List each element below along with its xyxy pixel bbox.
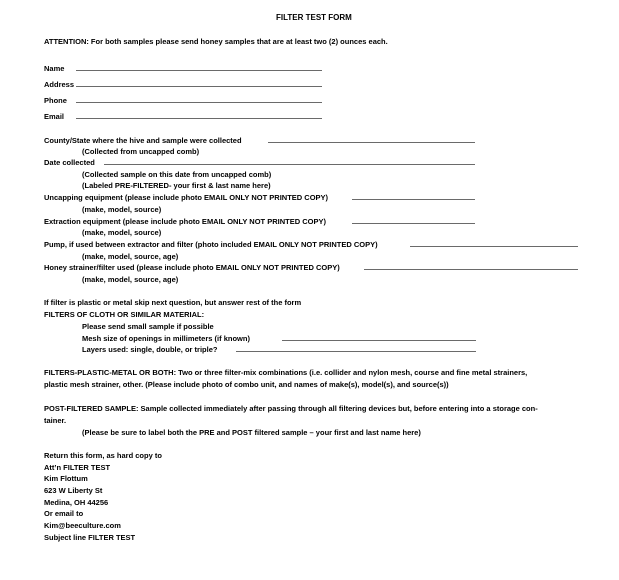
post-line-3: (Please be sure to label both the PRE and POST filtered sample – your first and last name here) — [82, 428, 421, 437]
extraction-field[interactable] — [352, 223, 475, 224]
mesh-size-field[interactable] — [282, 340, 476, 341]
strainer-label: Honey strainer/filter used (please include photo EMAIL ONLY NOT PRINTED COPY) — [44, 263, 340, 272]
county-note: (Collected from uncapped comb) — [82, 147, 200, 156]
return-line-8: Subject line FILTER TEST — [44, 533, 136, 542]
post-line-1: POST-FILTERED SAMPLE: Sample collected immediately after passing through all filtering devices but, before entering into a storage con- — [44, 404, 538, 413]
combo-line-2: plastic mesh strainer, other. (Please include photo of combo unit, and names of make(s), model(s), and source(s)) — [44, 380, 449, 389]
strainer-field[interactable] — [364, 269, 578, 270]
return-line-3: Kim Flottum — [44, 474, 88, 483]
pump-note: (make, model, source, age) — [82, 252, 179, 261]
form-title: FILTER TEST FORM — [276, 13, 352, 22]
address-field[interactable] — [76, 86, 322, 87]
phone-field[interactable] — [76, 102, 322, 103]
cloth-item-mesh: Mesh size of openings in millimeters (if known) — [82, 334, 250, 343]
cloth-heading: FILTERS OF CLOTH OR SIMILAR MATERIAL: — [44, 310, 205, 319]
return-line-2: Att’n FILTER TEST — [44, 463, 111, 472]
email-field[interactable] — [76, 118, 322, 119]
cloth-item-layers: Layers used: single, double, or triple? — [82, 345, 218, 354]
date-collected-field[interactable] — [104, 164, 475, 165]
date-note-1: (Collected sample on this date from uncapped comb) — [82, 170, 272, 179]
date-note-2: (Labeled PRE-FILTERED- your first & last name here) — [82, 181, 271, 190]
return-line-6: Or email to — [44, 509, 84, 518]
uncapping-note: (make, model, source) — [82, 205, 162, 214]
strainer-note: (make, model, source, age) — [82, 275, 179, 284]
address-label: Address — [44, 80, 75, 89]
county-state-field[interactable] — [268, 142, 475, 143]
uncapping-label: Uncapping equipment (please include photo EMAIL ONLY NOT PRINTED COPY) — [44, 193, 329, 202]
attention-text: ATTENTION: For both samples please send honey samples that are at least two (2) ounces each. — [44, 37, 388, 46]
return-email-link[interactable]: Kim@beeculture.com — [44, 521, 121, 530]
extraction-label: Extraction equipment (please include photo EMAIL ONLY NOT PRINTED COPY) — [44, 217, 326, 226]
return-line-1: Return this form, as hard copy to — [44, 451, 162, 460]
cloth-item-sample: Please send small sample if possible — [82, 322, 214, 331]
phone-label: Phone — [44, 96, 67, 105]
extraction-note: (make, model, source) — [82, 228, 162, 237]
email-label: Email — [44, 112, 65, 121]
name-field[interactable] — [76, 70, 322, 71]
return-line-5: Medina, OH 44256 — [44, 498, 109, 507]
combo-line-1: FILTERS-PLASTIC-METAL OR BOTH: Two or three filter-mix combinations (i.e. collider and nylon mesh, course and fine metal strainers, — [44, 368, 528, 377]
post-line-2: tainer. — [44, 416, 67, 425]
pump-label: Pump, if used between extractor and filter (photo included EMAIL ONLY NOT PRINTED COPY) — [44, 240, 378, 249]
layers-field[interactable] — [236, 351, 476, 352]
pump-field[interactable] — [410, 246, 578, 247]
uncapping-field[interactable] — [352, 199, 475, 200]
name-label: Name — [44, 64, 65, 73]
date-collected-label: Date collected — [44, 158, 95, 167]
cloth-intro: If filter is plastic or metal skip next question, but answer rest of the form — [44, 298, 302, 307]
county-state-label: County/State where the hive and sample were collected — [44, 136, 242, 145]
return-line-4: 623 W Liberty St — [44, 486, 103, 495]
